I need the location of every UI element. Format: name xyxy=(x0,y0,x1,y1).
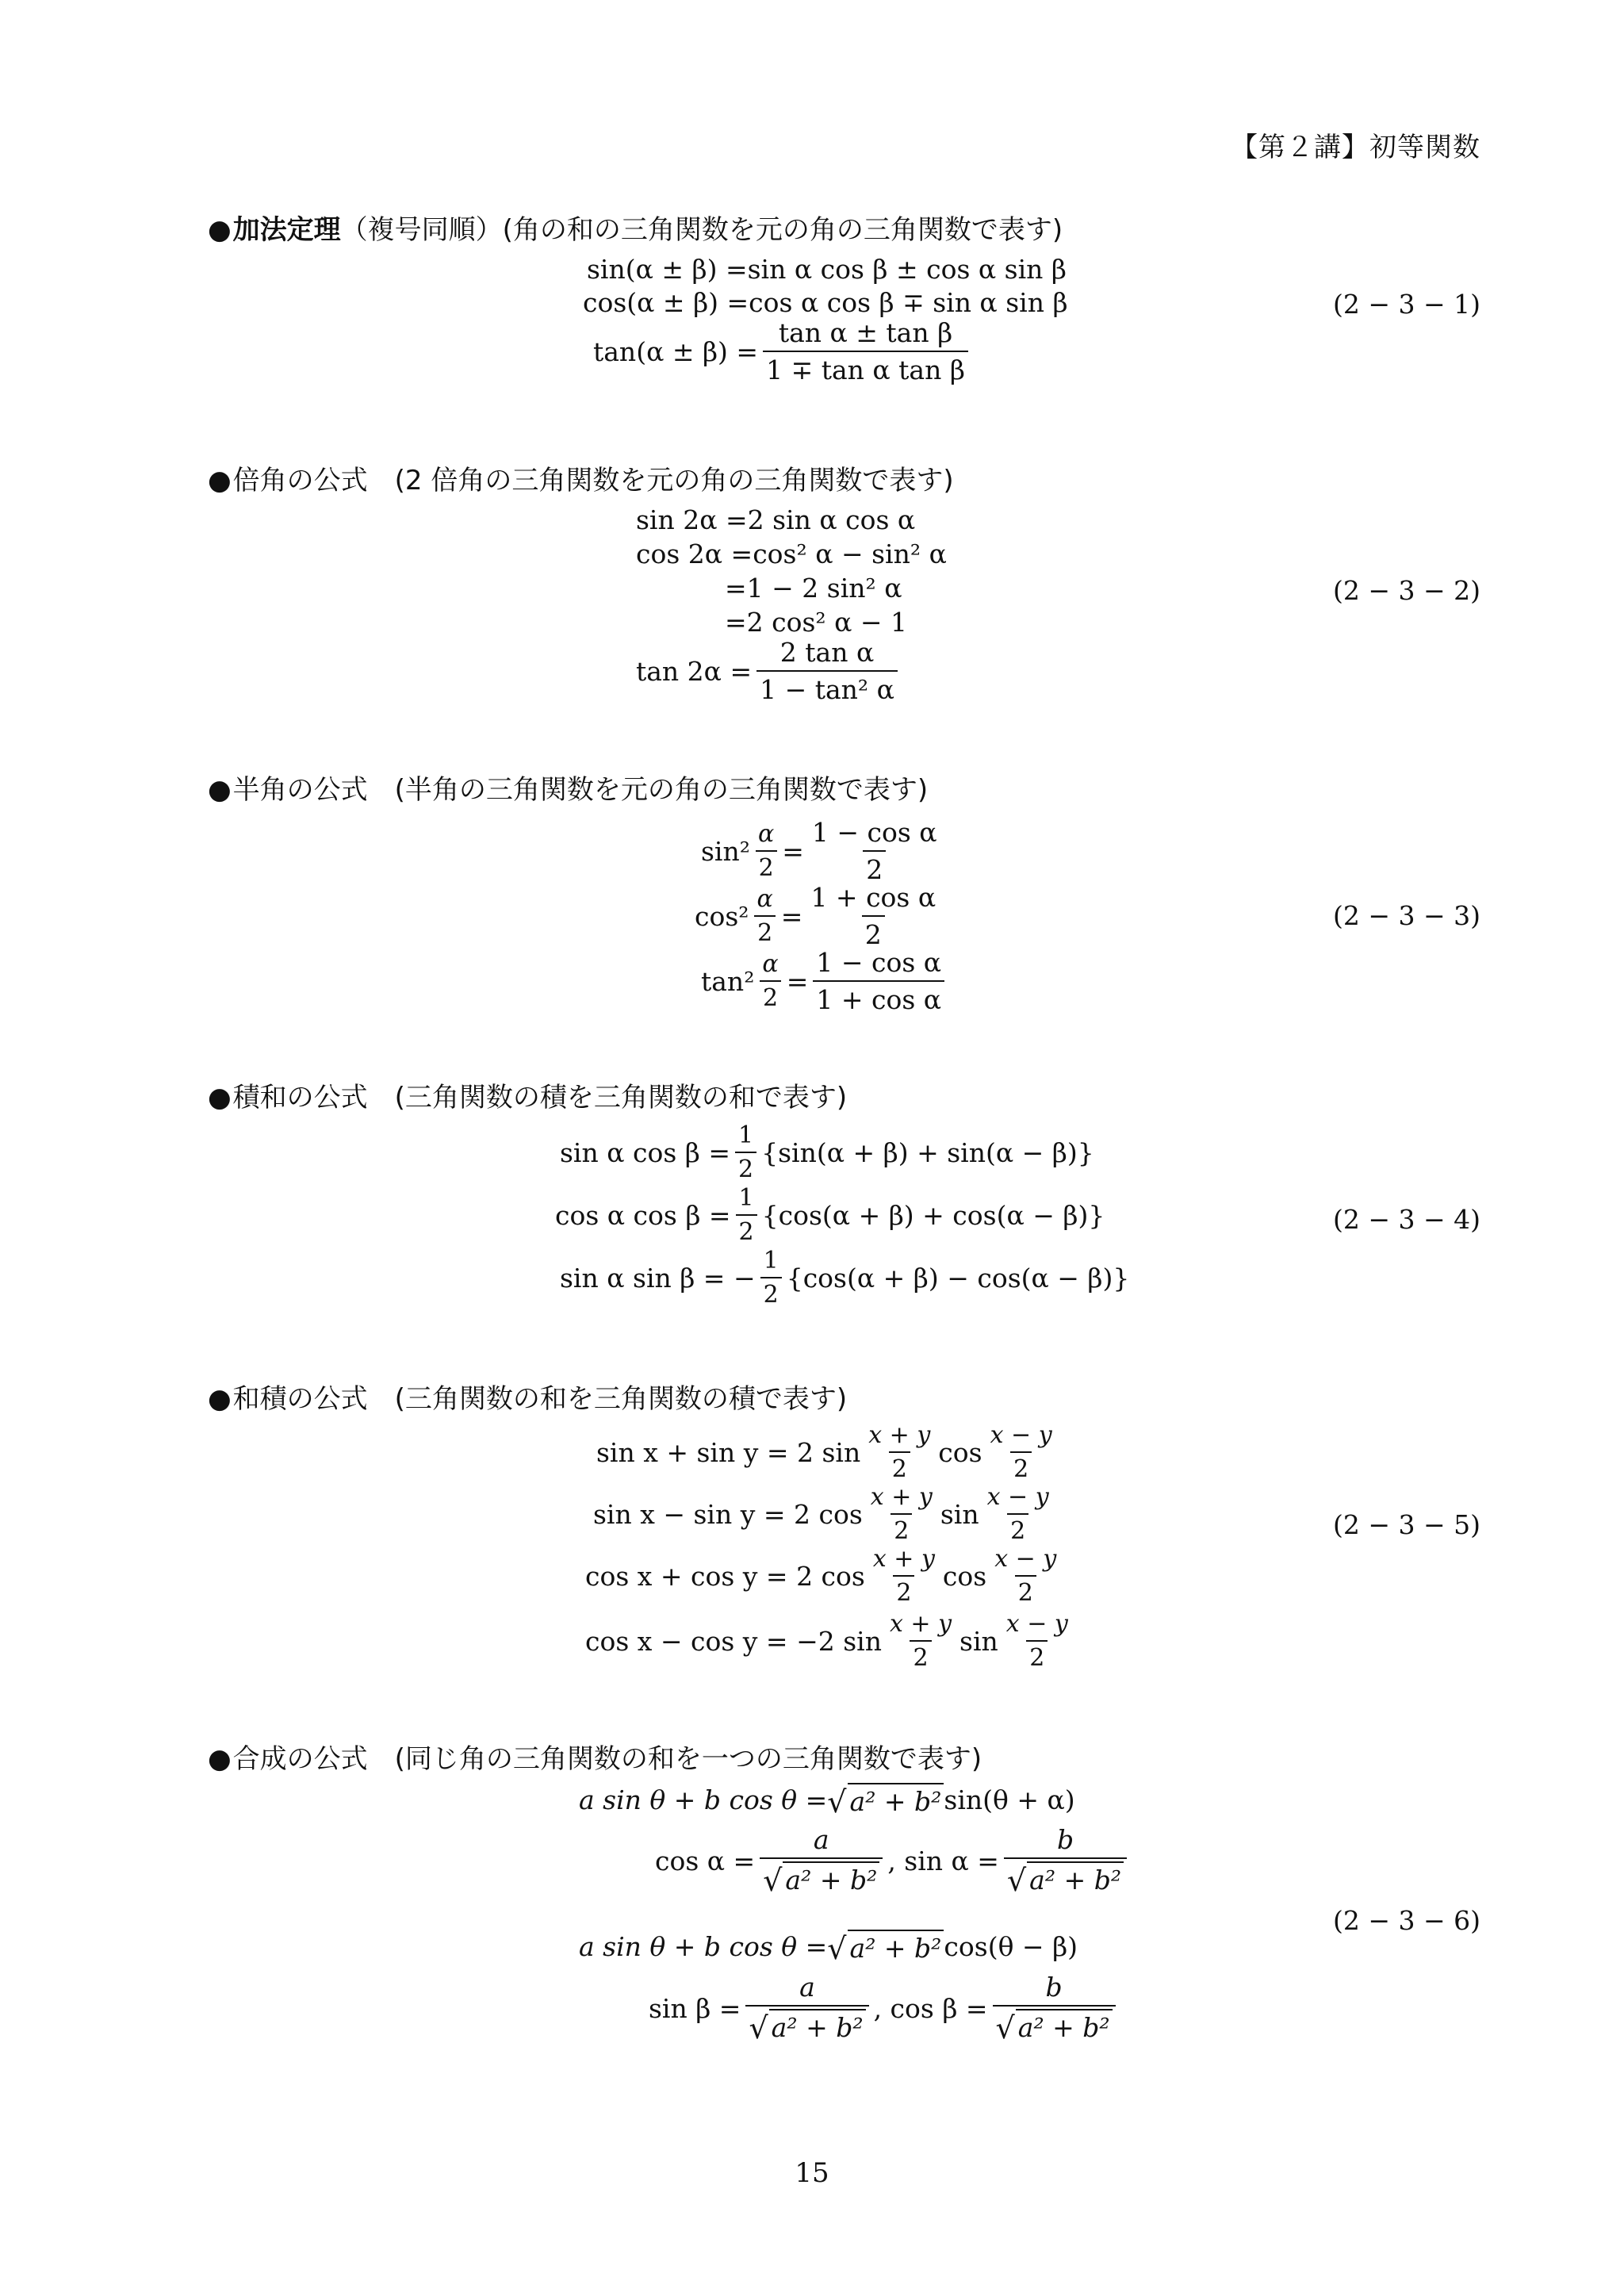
bullet: ● xyxy=(208,1743,232,1775)
equation-row xyxy=(596,1421,1060,1483)
equation-lhs: a sin θ + b cos θ = xyxy=(579,1784,828,1815)
denominator: 2 xyxy=(889,1451,910,1483)
numerator: 1 − cos α xyxy=(811,817,937,848)
equation-rhs: cos(θ − β) xyxy=(944,1931,1078,1962)
equation-row xyxy=(636,637,902,705)
equation-lhs: = xyxy=(725,607,747,638)
numerator: tan α ± tan β xyxy=(778,317,953,348)
equation-lhs: cos x − cos y = −2 sin xyxy=(585,1625,882,1657)
equation-lhs: sin β = xyxy=(649,1992,741,2024)
denominator: 1 − tan² α xyxy=(756,670,898,705)
denominator: 1 + cos α xyxy=(813,980,944,1015)
equation-row xyxy=(655,1824,1132,1897)
equation-rhs: {cos(α + β) − cos(α − β)} xyxy=(786,1262,1130,1294)
equation-lhs: sin 2α = xyxy=(636,504,748,535)
equation-row xyxy=(583,287,1068,318)
equation-lhs: cos 2α = xyxy=(636,539,753,569)
fraction xyxy=(993,1972,1116,2045)
fraction xyxy=(868,1483,936,1545)
numerator: b xyxy=(1045,1972,1063,2003)
equation-rhs: 1 − 2 sin² α xyxy=(746,573,902,604)
equation-number: (2 − 3 − 3) xyxy=(1333,900,1480,931)
function-name: cos xyxy=(938,1436,982,1468)
numerator: 1 xyxy=(763,1247,779,1274)
function-name: tan² xyxy=(701,965,755,997)
square-root xyxy=(996,2009,1113,2043)
square-root xyxy=(827,1783,944,1817)
section-title-text: 和積の公式 (三角関数の和を三角関数の積で表す) xyxy=(232,1383,848,1415)
fraction xyxy=(755,820,777,882)
equation-row xyxy=(701,817,945,885)
fraction xyxy=(760,1247,782,1309)
fraction xyxy=(991,1545,1059,1607)
function-name: sin xyxy=(940,1498,979,1530)
denominator: 2 xyxy=(1007,1513,1028,1545)
fraction xyxy=(745,1972,868,2045)
fraction xyxy=(813,947,944,1015)
section-title-half-angle xyxy=(208,768,928,807)
section-title-text: 倍角の公式 (2 倍角の三角関数を元の角の三角関数で表す) xyxy=(232,465,954,496)
fraction xyxy=(754,885,776,947)
equation-number: (2 − 3 − 4) xyxy=(1333,1204,1480,1235)
numerator: a xyxy=(799,1972,815,2003)
equation-lhs: cos x + cos y = 2 cos xyxy=(585,1560,865,1592)
fraction xyxy=(870,1545,938,1607)
denominator: 2 xyxy=(863,850,886,885)
denominator: 2 xyxy=(891,1513,912,1545)
section-title-product-to-sum xyxy=(208,1075,847,1114)
numerator: x + y xyxy=(872,1545,935,1573)
fraction xyxy=(1003,1610,1071,1672)
equation-row xyxy=(593,317,973,385)
equation-lhs: sin α sin β = − xyxy=(560,1262,756,1294)
numerator: 1 − cos α xyxy=(816,947,942,978)
page-number: 15 xyxy=(795,2157,829,2189)
numerator: x − y xyxy=(1005,1610,1068,1638)
equation-row xyxy=(701,947,949,1015)
numerator: α xyxy=(757,820,775,848)
numerator: α xyxy=(762,950,779,978)
section-title-addition xyxy=(208,208,1063,247)
section-title-text: （複号同順）(角の和の三角関数を元の角の三角関数で表す) xyxy=(340,214,1063,246)
function-name: sin xyxy=(959,1625,998,1657)
equation-rhs: {cos(α + β) + cos(α − β)} xyxy=(761,1199,1105,1231)
denominator: 2 xyxy=(754,915,776,947)
separator: , sin α = xyxy=(887,1845,999,1876)
equation-lhs: sin α cos β = xyxy=(560,1137,730,1168)
equation-row xyxy=(585,1545,1064,1607)
square-root xyxy=(1006,1861,1124,1898)
equation-rhs: cos α cos β ∓ sin α sin β xyxy=(749,287,1068,318)
equation-rhs: sin(θ + α) xyxy=(944,1784,1075,1815)
radicand: a² + b² xyxy=(769,2009,866,2043)
separator: , cos β = xyxy=(873,1992,988,2024)
denominator: 2 xyxy=(736,1214,757,1246)
denominator xyxy=(1004,1857,1127,1897)
denominator: 2 xyxy=(756,850,777,882)
denominator: 2 xyxy=(1010,1451,1032,1483)
equation-row xyxy=(555,1184,1105,1246)
radical-sign: √ xyxy=(763,1863,783,1898)
function-name: cos xyxy=(942,1560,987,1592)
section-title-text: 半角の公式 (半角の三角関数を元の角の三角関数で表す) xyxy=(232,774,929,806)
equation-lhs: tan 2α = xyxy=(636,655,753,687)
numerator: b xyxy=(1056,1824,1074,1855)
numerator: α xyxy=(756,885,773,913)
fraction xyxy=(1004,1824,1127,1897)
denominator xyxy=(745,2005,868,2045)
bullet: ● xyxy=(208,1082,232,1114)
numerator: x − y xyxy=(994,1545,1057,1573)
denominator: 2 xyxy=(735,1152,756,1183)
equation-row xyxy=(585,1610,1076,1672)
denominator: 2 xyxy=(910,1640,931,1672)
fraction xyxy=(809,817,940,885)
denominator: 2 xyxy=(1026,1640,1048,1672)
square-root xyxy=(827,1930,944,1964)
equals-sign: = xyxy=(786,965,809,997)
equation-row xyxy=(636,539,947,569)
equation-lhs: sin(α ± β) = xyxy=(587,254,748,285)
numerator: x − y xyxy=(986,1483,1049,1511)
equation-lhs: sin x + sin y = 2 sin xyxy=(596,1436,861,1468)
equation-row xyxy=(649,1972,1120,2045)
equation-row xyxy=(560,1247,1129,1309)
numerator: a xyxy=(813,1824,829,1855)
fraction xyxy=(756,637,898,705)
fraction xyxy=(736,1184,757,1246)
denominator: 2 xyxy=(862,915,885,950)
fraction xyxy=(760,1824,883,1897)
numerator: 1 xyxy=(738,1184,754,1212)
radical-sign: √ xyxy=(749,2010,768,2045)
fraction xyxy=(987,1421,1055,1483)
bullet: ● xyxy=(208,214,232,246)
equation-lhs: cos(α ± β) = xyxy=(583,287,749,318)
equation-rhs: 2 cos² α − 1 xyxy=(746,607,908,638)
equation-number: (2 − 3 − 5) xyxy=(1333,1509,1480,1540)
radical-sign: √ xyxy=(827,1931,847,1966)
denominator xyxy=(993,2005,1116,2045)
denominator: 1 ∓ tan α tan β xyxy=(763,351,968,385)
fraction xyxy=(984,1483,1052,1545)
equation-lhs: cos α = xyxy=(655,1845,756,1876)
equation-rhs: {sin(α + β) + sin(α − β)} xyxy=(761,1137,1094,1168)
fraction xyxy=(763,317,968,385)
square-root xyxy=(763,1861,879,1898)
section-title-double-angle xyxy=(208,458,954,497)
equation-row xyxy=(560,1121,1094,1183)
equals-sign: = xyxy=(782,835,804,867)
bullet: ● xyxy=(208,1383,232,1415)
equation-row xyxy=(636,504,915,535)
equation-number: (2 − 3 − 2) xyxy=(1333,575,1480,606)
equation-rhs: 2 sin α cos α xyxy=(747,504,916,535)
equation-lhs: sin x − sin y = 2 cos xyxy=(593,1498,863,1530)
equation-rhs: sin α cos β ± cos α sin β xyxy=(747,254,1067,285)
bullet: ● xyxy=(208,774,232,806)
equation-row xyxy=(587,254,1067,285)
equation-row xyxy=(579,1930,1078,1964)
numerator: 1 xyxy=(738,1121,754,1149)
denominator: 2 xyxy=(1015,1575,1036,1607)
section-title-text: 合成の公式 (同じ角の三角関数の和を一つの三角関数で表す) xyxy=(232,1743,982,1775)
equation-number: (2 − 3 − 1) xyxy=(1333,289,1480,320)
numerator: x + y xyxy=(870,1483,933,1511)
equation-lhs: tan(α ± β) = xyxy=(593,335,759,367)
equation-lhs: a sin θ + b cos θ = xyxy=(579,1931,828,1962)
equation-row xyxy=(725,607,907,638)
bullet: ● xyxy=(208,465,232,496)
denominator xyxy=(760,1857,883,1897)
radical-sign: √ xyxy=(1006,1863,1027,1898)
fraction xyxy=(759,950,781,1012)
equation-row xyxy=(695,882,944,950)
equation-lhs: = xyxy=(725,573,747,604)
denominator: 2 xyxy=(760,980,781,1012)
equals-sign: = xyxy=(780,900,803,932)
radicand: a² + b² xyxy=(783,1861,879,1895)
section-title-text: 積和の公式 (三角関数の積を三角関数の和で表す) xyxy=(232,1082,848,1114)
radical-sign: √ xyxy=(827,1784,847,1819)
radicand: a² + b² xyxy=(1016,2009,1113,2043)
radicand: a² + b² xyxy=(1027,1861,1124,1895)
numerator: x + y xyxy=(889,1610,952,1638)
radical-sign: √ xyxy=(995,2010,1015,2045)
radicand: a² + b² xyxy=(848,1783,944,1817)
chapter-header: 【第２講】初等関数 xyxy=(1231,132,1480,163)
equation-row xyxy=(725,573,902,604)
function-name: sin² xyxy=(701,835,750,867)
fraction xyxy=(807,882,939,950)
section-title-bold: 加法定理 xyxy=(232,214,341,246)
equation-number: (2 − 3 − 6) xyxy=(1333,1905,1480,1936)
numerator: x − y xyxy=(990,1421,1052,1449)
denominator: 2 xyxy=(893,1575,914,1607)
equation-lhs: cos α cos β = xyxy=(555,1199,731,1231)
fraction xyxy=(865,1421,933,1483)
function-name: cos² xyxy=(695,900,749,932)
fraction xyxy=(887,1610,955,1672)
section-title-composition xyxy=(208,1737,982,1776)
numerator: 2 tan α xyxy=(779,637,875,668)
square-root xyxy=(749,2009,865,2043)
numerator: x + y xyxy=(868,1421,931,1449)
denominator: 2 xyxy=(760,1277,782,1309)
equation-row xyxy=(593,1483,1057,1545)
equation-row xyxy=(579,1783,1075,1817)
equation-rhs: cos² α − sin² α xyxy=(753,539,947,569)
fraction xyxy=(735,1121,756,1183)
section-title-sum-to-product xyxy=(208,1377,847,1416)
numerator: 1 + cos α xyxy=(810,882,936,913)
radicand: a² + b² xyxy=(848,1930,944,1964)
